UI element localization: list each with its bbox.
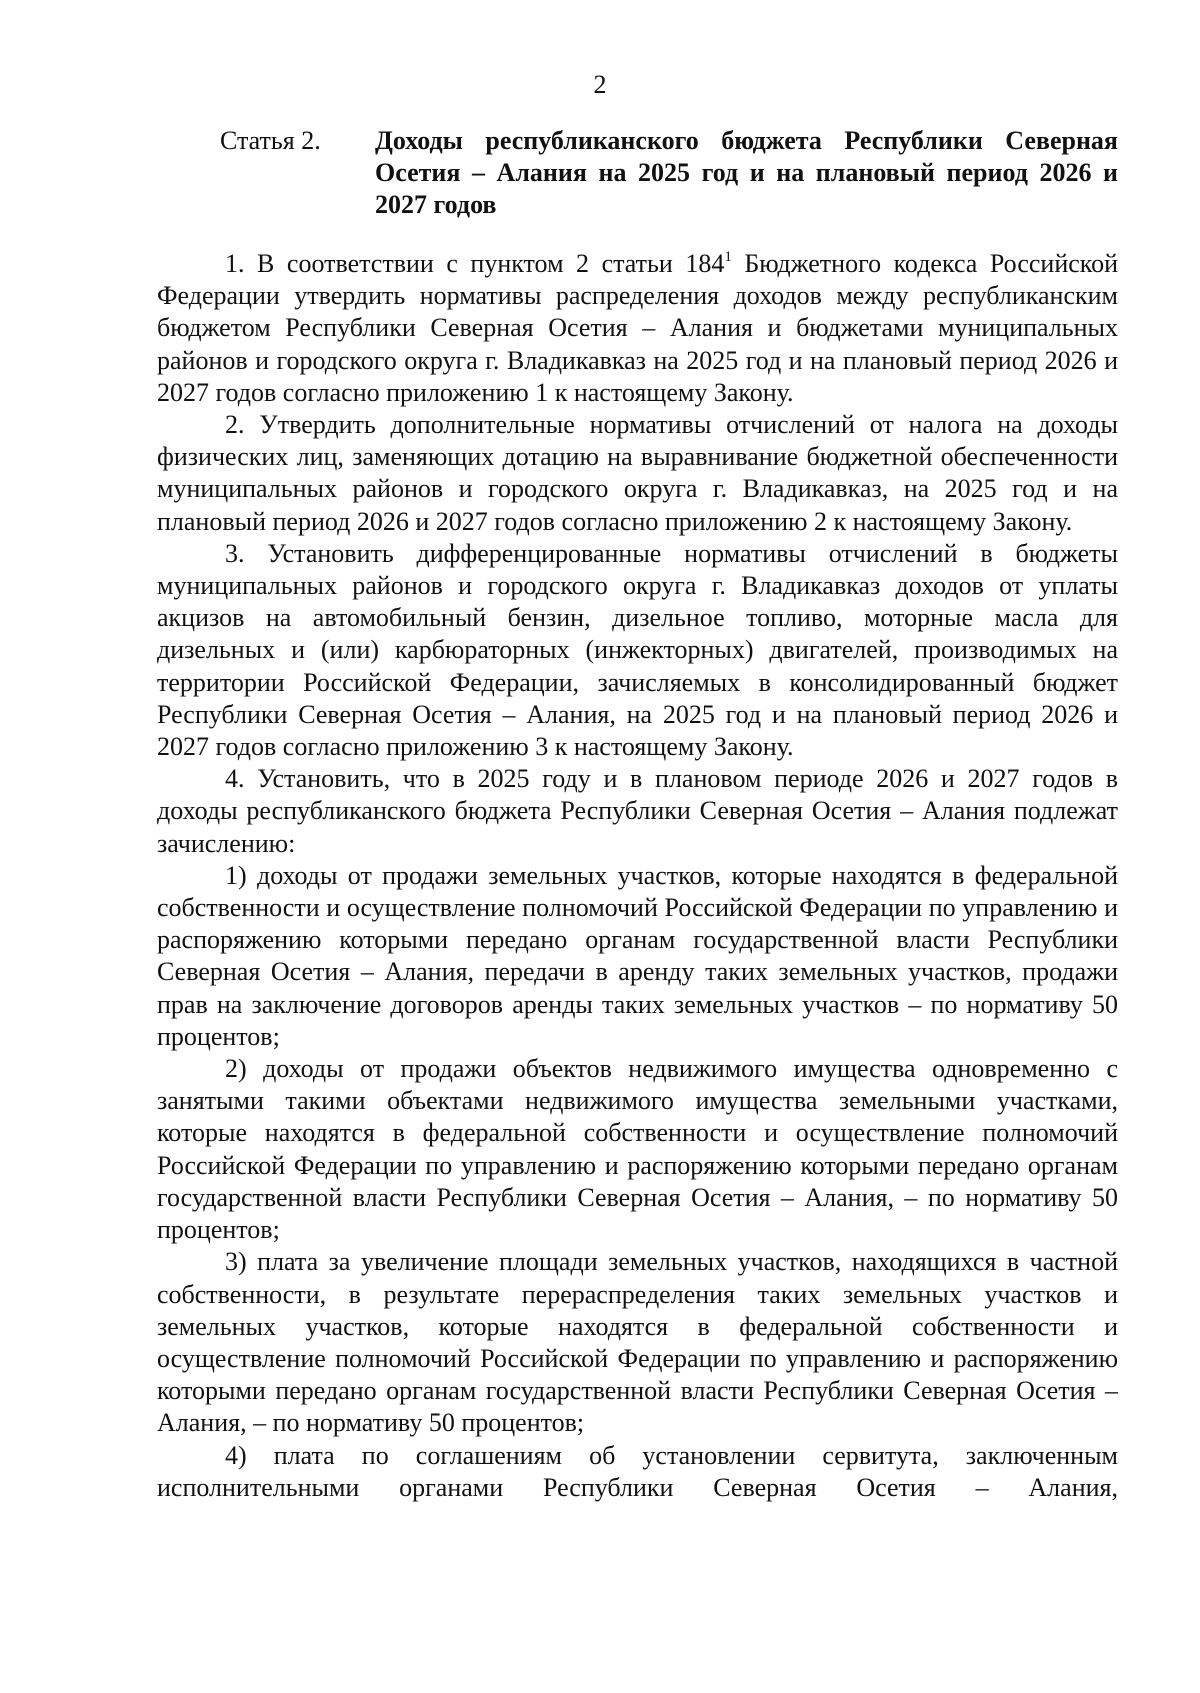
paragraph-4: 4. Установить, что в 2025 году и в плановом периоде 2026 и 2027 годов в доходы республиканского бюджета Республики Северная Осетия – Алания подлежат зачислению: (157, 764, 1118, 858)
list-item-4: 4) плата по соглашениям об установлении сервитута, заключенным исполнительными органами Республики Северная Осетия – Алания, (157, 1440, 1118, 1502)
article-body (157, 248, 1118, 1504)
superscript-index: 1 (724, 249, 732, 265)
paragraph-1-text-end: Бюджетного кодекса Российской Федерации утвердить нормативы распределения доходов между республиканским бюджетом Республики Северная Осетия – Алания и бюджетами муниципальных районов и городского округа г. Владикавказ на 2025 год и на плановый период 2026 и 2027 годов согласно приложению 1 к настоящему Закону. (157, 249, 1119, 407)
list-item-2: 2) доходы от продажи объектов недвижимого имущества одновременно с занятыми такими объектами недвижимого имущества земельными участками, которые находятся в федеральной собственности и осуществление полномочий Российской Федерации по управлению и распоряжению которыми передано органам государственной власти Республики Северная Осетия – Алания, – по нормативу 50 процентов; (157, 1054, 1118, 1245)
list-item-3: 3) плата за увеличение площади земельных участков, находящихся в частной собственности, в результате перераспределения таких земельных участков и земельных участков, которые находятся в федеральной собственности и осуществление полномочий Российской Федерации по управлению и распоряжению которыми передано органам государственной власти Республики Северная Осетия – Алания, – по нормативу 50 процентов; (157, 1247, 1118, 1438)
paragraph-1 (157, 248, 1118, 409)
paragraph-3: 3. Установить дифференцированные нормативы отчислений в бюджеты муниципальных районов и городского округа г. Владикавказ доходов от уплаты акцизов на автомобильный бензин, дизельное топливо, моторные масла для дизельных и (или) карбюраторных (инжекторных) двигателей, производимых на территории Российской Федерации, зачисляемых в консолидированный бюджет Республики Северная Осетия – Алания, на 2025 год и на плановый период 2026 и 2027 годов согласно приложению 3 к настоящему Закону. (157, 538, 1118, 762)
article-label: Статья 2. (220, 126, 321, 155)
page-number: 2 (593, 70, 607, 99)
list-item-1: 1) доходы от продажи земельных участков, которые находятся в федеральной собственности и осуществление полномочий Российской Федерации по управлению и распоряжению которыми передано органам государственной власти Республики Северная Осетия – Алания, передачи в аренду таких земельных участков, продажи прав на заключение договоров аренды таких земельных участков – по нормативу 50 процентов; (157, 860, 1118, 1051)
paragraph-2: 2. Утвердить дополнительные нормативы отчислений от налога на доходы физических лиц, заменяющих дотацию на выравнивание бюджетной обеспеченности муниципальных районов и городского округа г. Владикавказ, на 2025 год и на плановый период 2026 и 2027 годов согласно приложению 2 к настоящему Закону. (157, 410, 1118, 536)
article-title: Доходы республиканского бюджета Республики Северная Осетия – Алания на 2025 год и на плановый период 2026 и 2027 годов (375, 126, 1118, 219)
paragraph-1-text-start: 1. В соответствии с пунктом 2 статьи 184 (225, 249, 725, 278)
